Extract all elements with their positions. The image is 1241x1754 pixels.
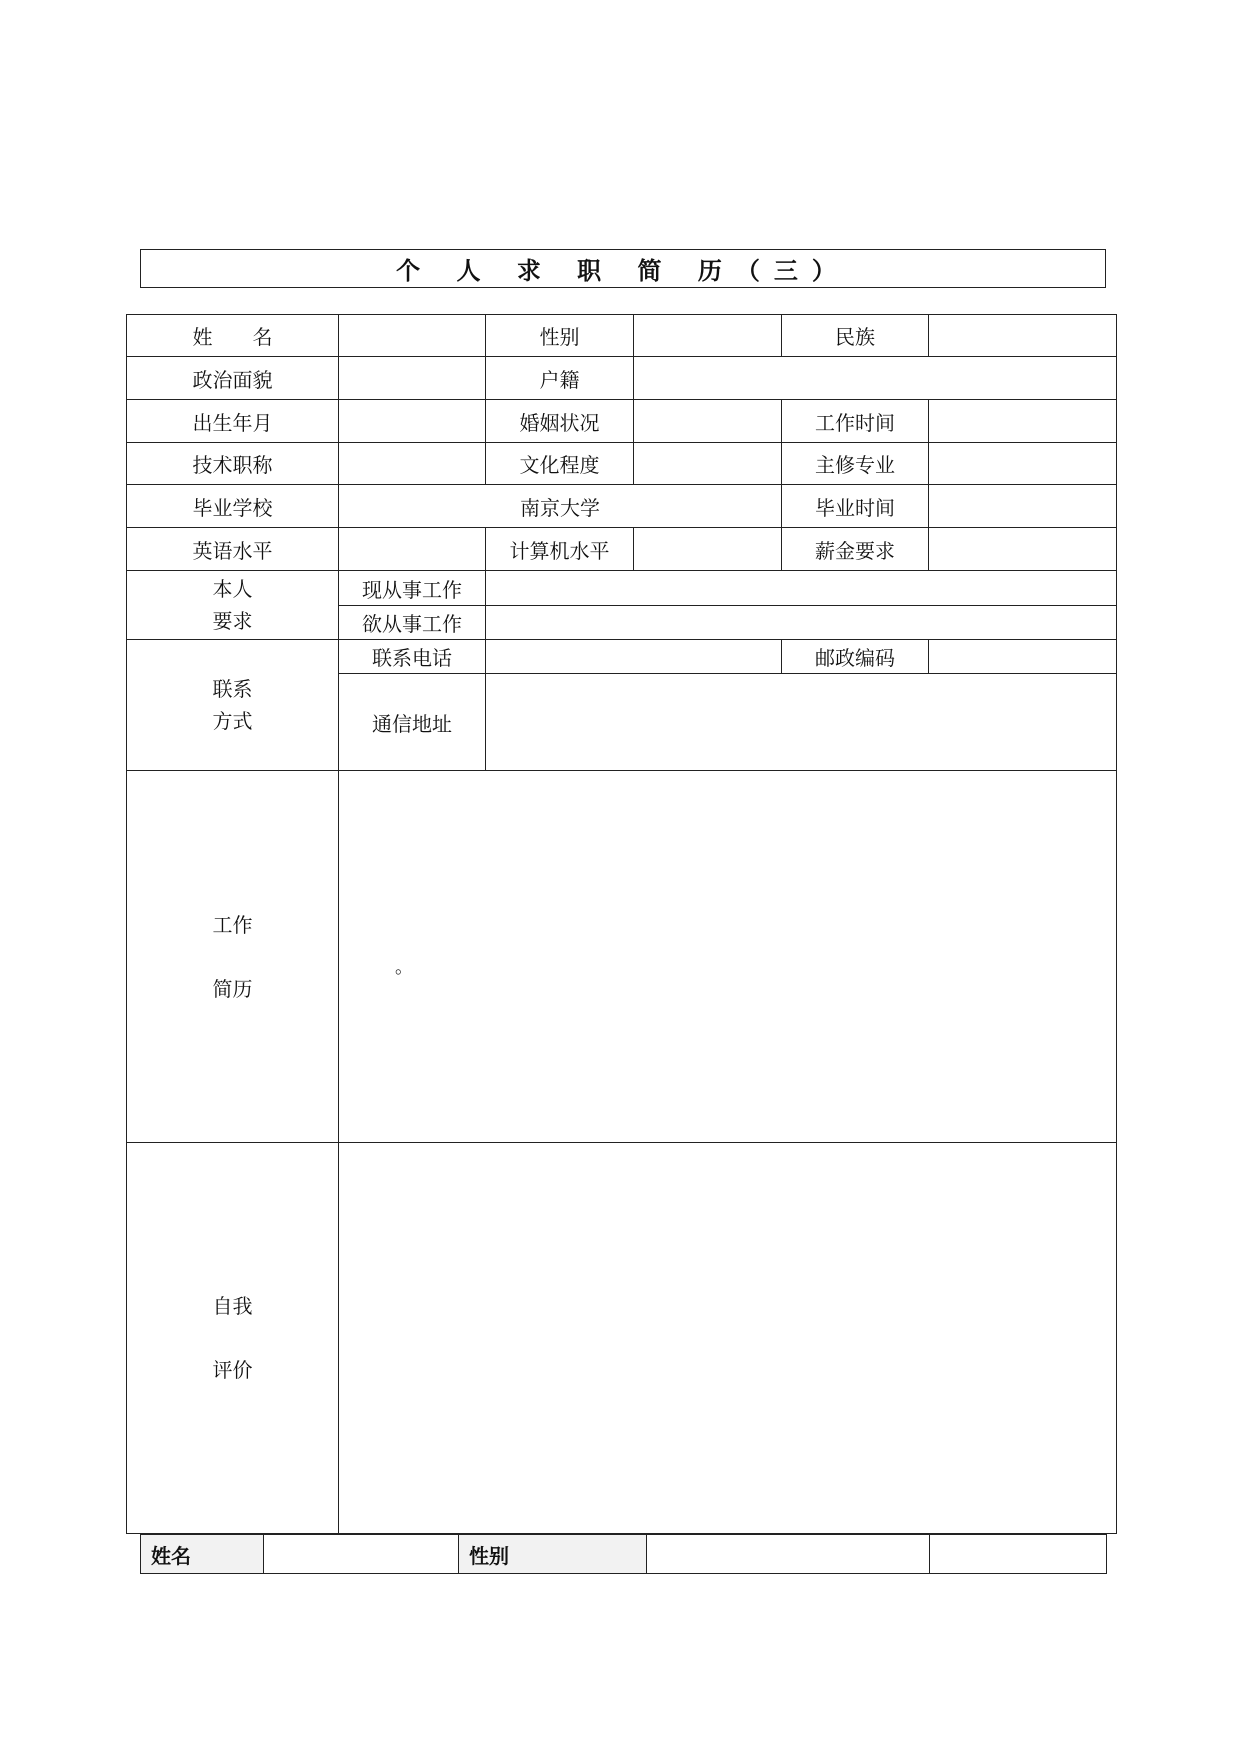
label-address: 通信地址 (339, 674, 486, 771)
label-self-requirement (127, 571, 339, 640)
footer-gender-label: 性别 (459, 1535, 647, 1574)
label-work-history-line1: 工作 (212, 912, 253, 937)
field-major[interactable] (929, 443, 1117, 485)
label-self-requirement-line2: 要求 (212, 609, 253, 633)
field-political[interactable] (339, 357, 486, 400)
label-hukou: 户籍 (486, 357, 634, 400)
field-school[interactable]: 南京大学 (339, 485, 782, 528)
label-contact-line1: 联系 (212, 677, 253, 701)
label-contact-line2: 方式 (212, 709, 253, 733)
field-name[interactable] (339, 315, 486, 357)
label-work-history (127, 771, 339, 1143)
label-work-time: 工作时间 (782, 400, 929, 443)
field-marital[interactable] (634, 400, 782, 443)
label-self-evaluation-line1: 自我 (212, 1294, 253, 1318)
field-ethnicity[interactable] (929, 315, 1117, 357)
field-gender[interactable] (634, 315, 782, 357)
field-work-time[interactable] (929, 400, 1117, 443)
field-self-evaluation[interactable] (339, 1143, 1117, 1534)
footer-table (140, 1534, 1107, 1574)
label-desired-job: 欲从事工作 (339, 606, 486, 640)
label-education: 文化程度 (486, 443, 634, 485)
field-address[interactable] (486, 674, 1117, 771)
label-school: 毕业学校 (127, 485, 339, 528)
resume-table (126, 314, 1117, 1534)
label-phone: 联系电话 (339, 640, 486, 674)
label-marital: 婚姻状况 (486, 400, 634, 443)
label-gender: 性别 (486, 315, 634, 357)
label-postcode: 邮政编码 (782, 640, 929, 674)
field-computer[interactable] (634, 528, 782, 571)
field-current-job[interactable] (486, 571, 1117, 606)
label-tech-title: 技术职称 (127, 443, 339, 485)
label-grad-time: 毕业时间 (782, 485, 929, 528)
field-grad-time[interactable] (929, 485, 1117, 528)
label-salary: 薪金要求 (782, 528, 929, 571)
field-tech-title[interactable] (339, 443, 486, 485)
label-ethnicity: 民族 (782, 315, 929, 357)
label-self-requirement-line1: 本人 (212, 577, 253, 601)
field-education[interactable] (634, 443, 782, 485)
field-birth[interactable] (339, 400, 486, 443)
label-english: 英语水平 (127, 528, 339, 571)
label-computer: 计算机水平 (486, 528, 634, 571)
label-work-history-line2: 简历 (212, 976, 253, 1001)
label-self-evaluation-line2: 评价 (212, 1358, 253, 1382)
label-self-evaluation (127, 1143, 339, 1534)
field-english[interactable] (339, 528, 486, 571)
field-desired-job[interactable] (486, 606, 1117, 640)
footer-gender-field[interactable] (647, 1535, 930, 1574)
label-birth: 出生年月 (127, 400, 339, 443)
label-current-job: 现从事工作 (339, 571, 486, 606)
form-title: 个 人 求 职 简 历（三） (140, 249, 1106, 288)
footer-name-field[interactable] (264, 1535, 459, 1574)
label-contact (127, 640, 339, 771)
field-hukou[interactable] (634, 357, 1117, 400)
label-political: 政治面貌 (127, 357, 339, 400)
footer-extra-field[interactable] (930, 1535, 1107, 1574)
work-history-mark: 。 (395, 957, 413, 978)
field-postcode[interactable] (929, 640, 1117, 674)
field-work-history[interactable] (339, 771, 1117, 1143)
label-major: 主修专业 (782, 443, 929, 485)
label-name: 姓 名 (127, 315, 339, 357)
field-phone[interactable] (486, 640, 782, 674)
footer-name-label: 姓名 (141, 1535, 264, 1574)
field-salary[interactable] (929, 528, 1117, 571)
